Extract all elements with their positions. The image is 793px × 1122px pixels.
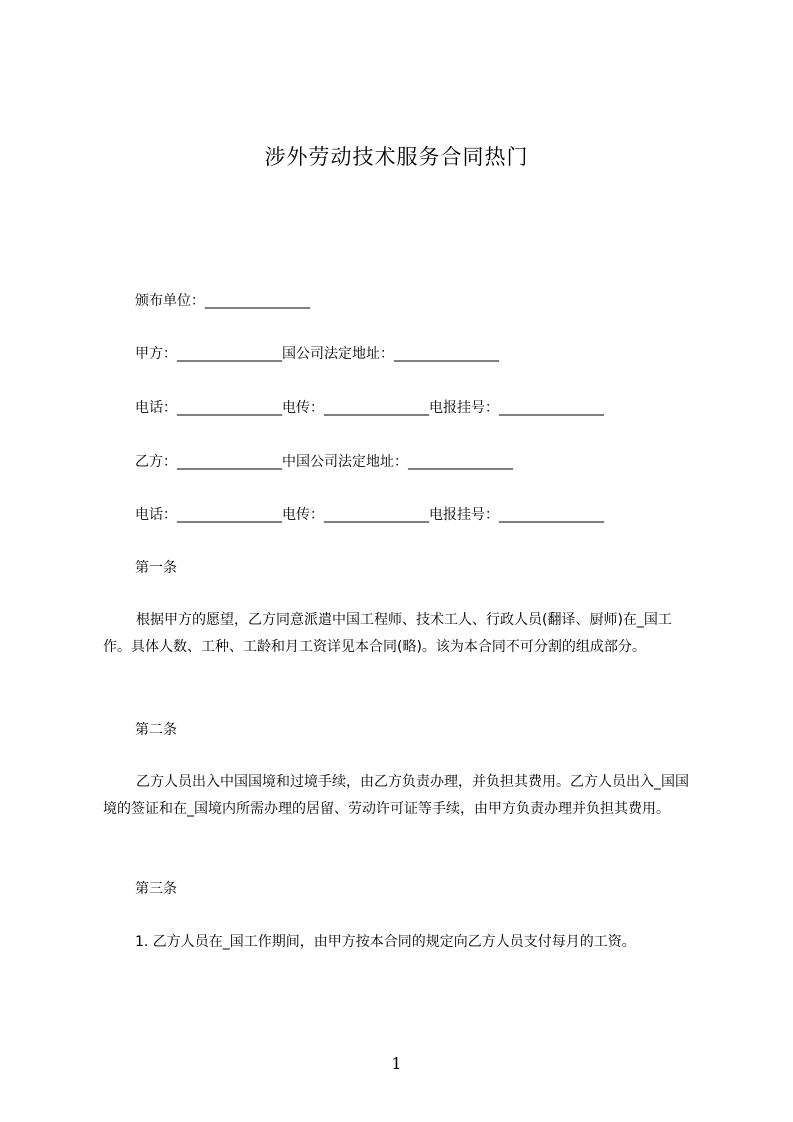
article-1-text: 根据甲方的愿望，乙方同意派遣中国工程师、技术工人、行政人员(翻译、厨师)在_国工作。具体人数、工种、工龄和月工资详见本合同(略)。该为本合同不可分割的组成部分。: [103, 612, 672, 655]
document-title: 涉外劳动技术服务合同热门: [264, 145, 529, 169]
article-2-text: 乙方人员出入中国国境和过境手续，由乙方负责办理，并负担其费用。乙方人员出入_国国境的签证和在_国境内所需办理的居留、劳动许可证等手续，由甲方负责办理并负担其费用。: [103, 774, 689, 817]
article-2-heading: 第二条: [135, 722, 177, 738]
article-1-heading: 第一条: [135, 560, 177, 576]
page-number: 1: [391, 1054, 402, 1073]
article-3-item-1: 1. 乙方人员在_国工作期间，由甲方按本合同的规定向乙方人员支付每月的工资。: [135, 934, 636, 950]
party-a-line: 甲方：_______________国公司法定地址：_______________: [135, 346, 499, 362]
party-b-contact-line: 电话：_______________电传：_______________电报挂号：_______________: [135, 507, 604, 523]
article-3-heading: 第三条: [135, 881, 177, 897]
issuer-line: 颁布单位：_______________: [135, 293, 310, 309]
party-a-contact-line: 电话：_______________电传：_______________电报挂号：_______________: [135, 400, 604, 416]
party-b-line: 乙方：_______________中国公司法定地址：_______________: [135, 454, 513, 470]
